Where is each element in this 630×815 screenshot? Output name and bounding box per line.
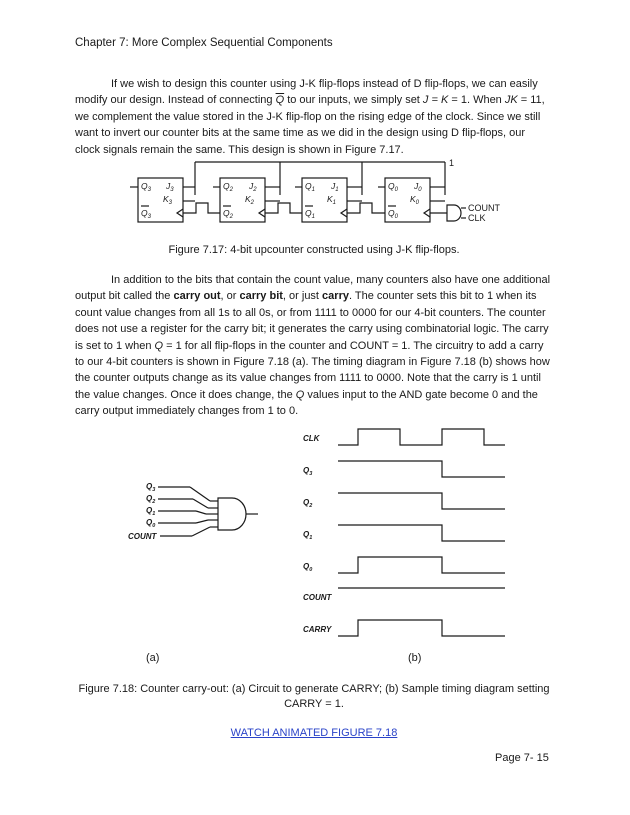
count-label: COUNT	[468, 203, 500, 213]
timing-label-count: COUNT	[303, 593, 332, 602]
svg-text:K2: $K_2$	[245, 194, 255, 206]
one-label: 1	[449, 158, 455, 168]
svg-text:Q0: $Q_0$	[388, 208, 398, 220]
svg-text:Q0: $Q_0$	[388, 181, 398, 193]
svg-text:J0: $J_0$	[414, 181, 422, 193]
page-number: Page 7- 15	[495, 752, 549, 764]
svg-text:J1: $J_1$	[331, 181, 339, 193]
figure-7-18-caption: Figure 7.18: Counter carry-out: (a) Circuit to generate CARRY; (b) Sample timing diagram setting CARRY = 1.	[78, 683, 550, 710]
svg-text:K1: $K_1$	[327, 194, 337, 206]
svg-text:Q2: $Q_2$	[223, 208, 233, 220]
svg-text:Q2: $Q_2$	[146, 494, 156, 505]
timing-label-q2: $Q_2$	[303, 498, 313, 509]
svg-text:Q3: $Q_3$	[146, 482, 156, 493]
timing-label-clk: CLK	[303, 434, 320, 443]
timing-waveform-q3	[338, 461, 505, 477]
svg-text:Q3: $Q_3$	[141, 181, 151, 193]
timing-label-carry: CARRY	[303, 625, 332, 634]
svg-text:J3: $J_3$	[166, 181, 174, 193]
clk-label: CLK	[468, 213, 486, 223]
svg-text:Q1: $Q_1$	[305, 208, 315, 220]
svg-text:COUNT: COUNT	[128, 532, 157, 541]
timing-waveform-q1	[338, 525, 505, 541]
svg-text:J2: $J_2$	[249, 181, 257, 193]
watch-animated-figure-link[interactable]: WATCH ANIMATED FIGURE 7.18	[230, 727, 398, 739]
timing-label-q1: $Q_1$	[303, 530, 313, 541]
label-b: (b)	[408, 652, 422, 664]
paragraph-jk-design: If we wish to design this counter using J-K flip-flops instead of D flip-flops, we can easily modify our design. Instead of connecting $\overline{Q}$ to our inputs, we simply set J = K = 1. When JK = 11, we complement the value stored in the J-K flip-flop on the rising edge of the clock. Since we still want to invert our counter bits at the same time as we did in the design using D flip-flops, our clock signals remain the same. This design is shown in Figure 7.17.	[75, 78, 545, 156]
paragraph-carry: In addition to the bits that contain the count value, many counters also have one additional output bit called the carry out, or carry bit, or just carry. The counter sets this bit to 1 when its count value changes from all 1s to all 0s, or from 1111 to 0000 for our 4-bit counters. The counter does not use a register for the carry bit; it generates the carry using combinatorial logic. The carry is set to 1 when Q = 1 for all flip-flops in the counter and COUNT = 1. The circuitry to add a carry to our 4-bit counters is shown in Figure 7.18 (a). The timing diagram in Figure 7.18 (b) shows how the counter outputs change as its value changes from 1111 to 0000. Note that the carry is 1 until the value changes. Once it does change, the Q values input to the AND gate become 0 and the carry output immediately changes from 1 to 0.	[75, 274, 551, 418]
timing-label-q0: $Q_0$	[303, 562, 313, 573]
figure-7-17-caption: Figure 7.17: 4-bit upcounter constructed using J-K flip-flops.	[168, 244, 460, 256]
svg-text:Q0: $Q_0$	[146, 518, 156, 529]
timing-waveform-clk	[338, 429, 505, 445]
svg-text:Q2: $Q_2$	[223, 181, 233, 193]
timing-waveform-q2	[338, 493, 505, 509]
timing-waveform-q0	[338, 557, 505, 573]
svg-text:Q1: $Q_1$	[305, 181, 315, 193]
label-a: (a)	[146, 652, 160, 664]
svg-text:Q1: $Q_1$	[146, 506, 156, 517]
chapter-header: Chapter 7: More Complex Sequential Components	[75, 37, 333, 49]
svg-text:K0: $K_0$	[410, 194, 420, 206]
timing-waveform-carry	[338, 620, 505, 636]
svg-text:Q3: $Q_3$	[141, 208, 151, 220]
timing-label-q3: $Q_3$	[303, 466, 313, 477]
svg-text:K3: $K_3$	[163, 194, 173, 206]
